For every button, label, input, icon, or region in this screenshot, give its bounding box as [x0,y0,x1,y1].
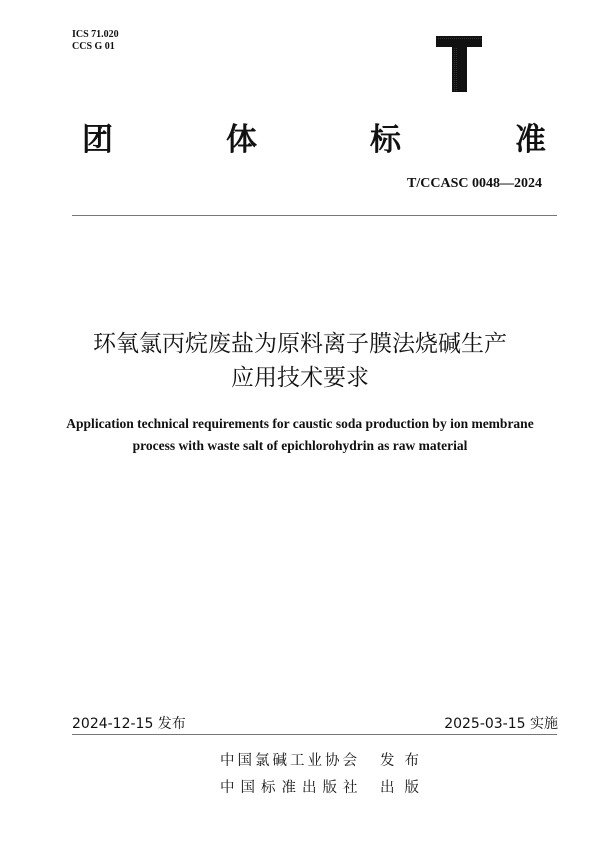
ccs-code: CCS G 01 [72,41,115,52]
standard-type-char: 体 [226,122,257,158]
classification-codes [72,29,119,53]
publisher-action: 发布 [380,753,429,769]
publisher-action: 出版 [380,780,429,796]
title-en-line: Application technical requirements for caustic soda production by ion membrane [66,416,534,431]
standard-type-char: 准 [515,122,546,158]
title-zh-line: 应用技术要求 [231,365,369,391]
publisher-org: 中国标准出版社 [220,780,364,796]
publisher-org: 中国氯碱工业协会 [220,753,360,769]
divider [72,215,557,216]
publisher-row [220,775,429,802]
standard-type-char: 团 [82,122,113,158]
ics-code: ICS 71.020 [72,29,119,40]
publishers [220,748,429,802]
title-zh-line: 环氧氯丙烷废盐为原料离子膜法烧碱生产 [93,331,507,357]
implementation-date: 2025-03-15 实施 [444,716,558,732]
standard-code: T/CCASC 0048—2024 [407,176,542,191]
publisher-row [220,748,429,775]
title-en-line: process with waste salt of epichlorohydrin as raw material [132,438,468,453]
standard-type-char: 标 [370,122,401,158]
divider [72,734,557,735]
issue-date: 2024-12-15 发布 [72,716,186,732]
group-standard-t-logo [436,34,484,94]
